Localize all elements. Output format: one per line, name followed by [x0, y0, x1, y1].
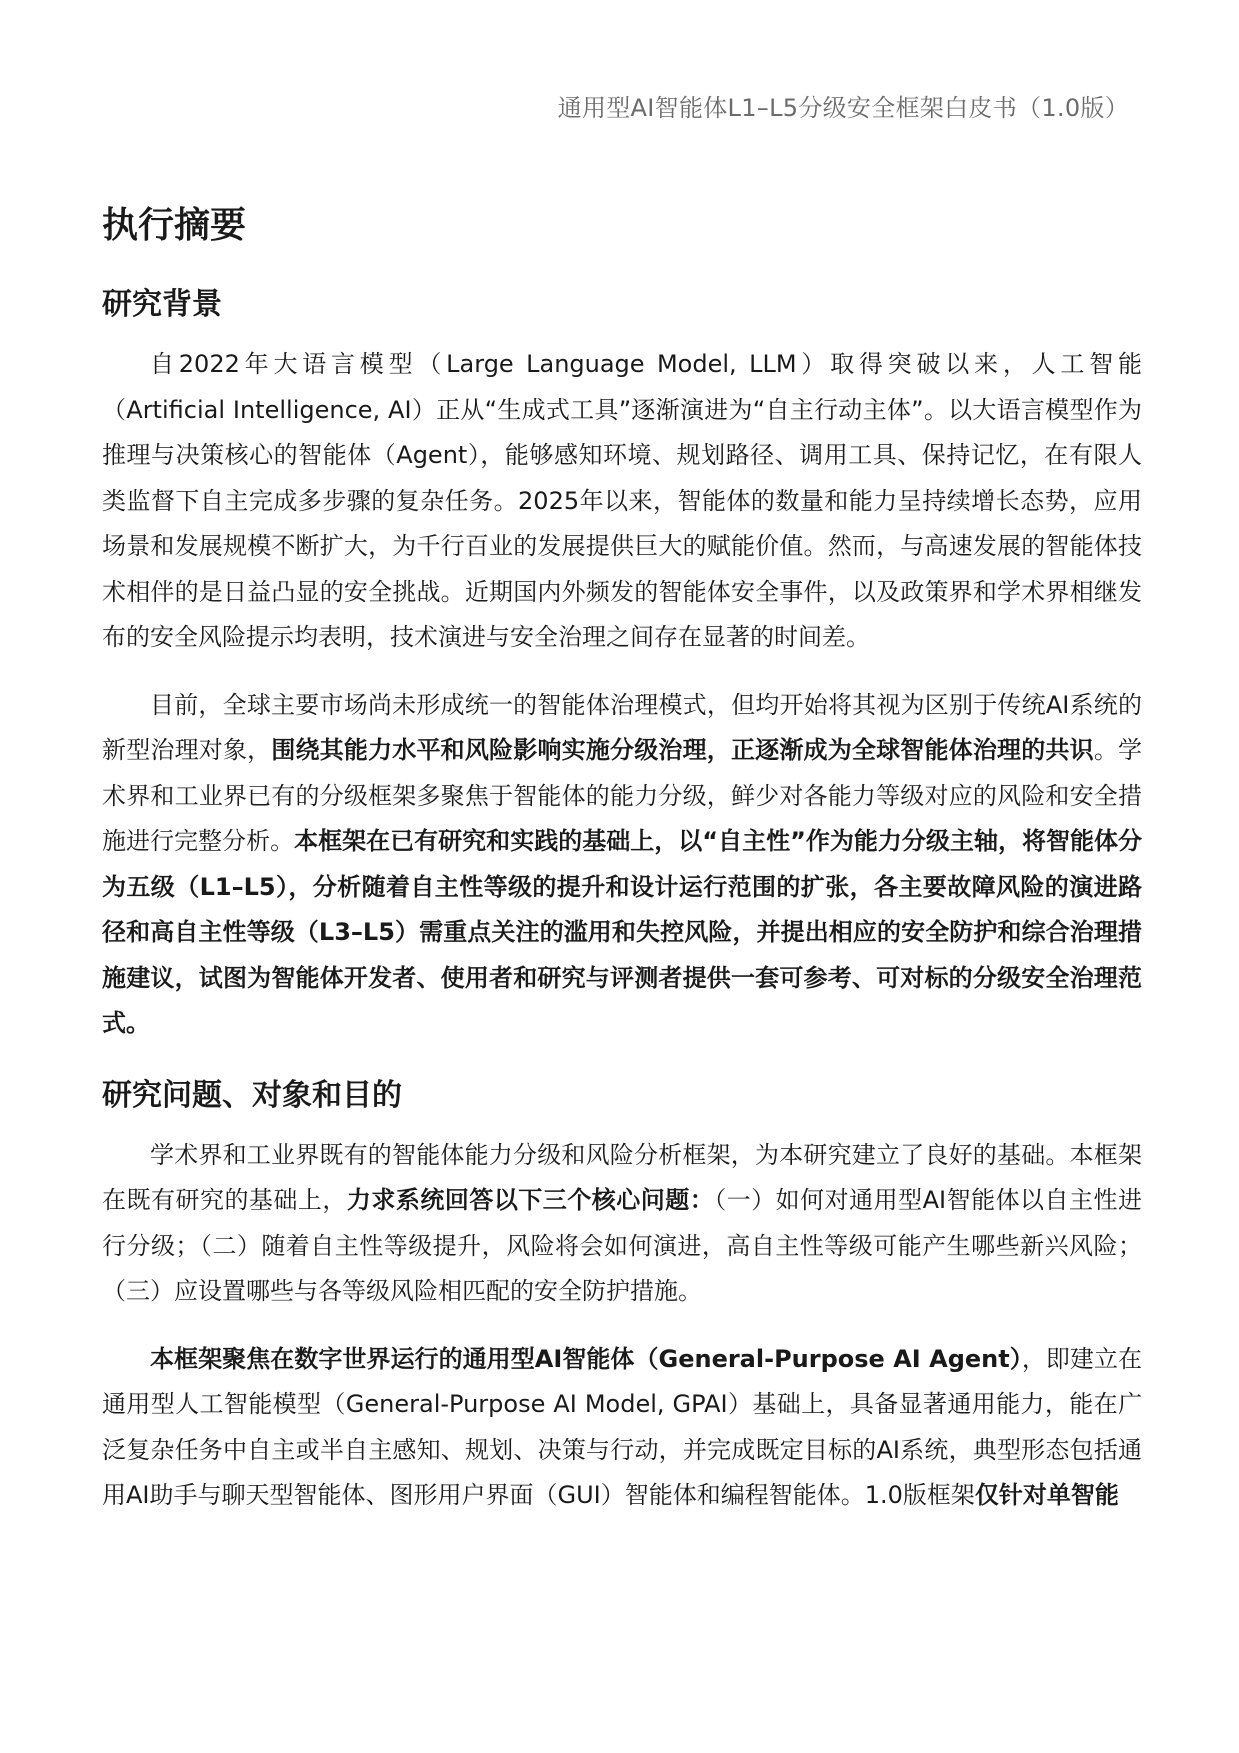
section-background	[102, 282, 1142, 1047]
bold-text-run: 本框架在已有研究和实践的基础上，以“自主性”作为能力分级主轴，将智能体分为五级（L1–L5），分析随着自主性等级的提升和设计运行范围的扩张，各主要故障风险的演进路径和高自主性等级（L3–L5）需重点关注的滥用和失控风险，并提出相应的安全防护和综合治理措施建议，试图为智能体开发者、使用者和研究与评测者提供一套可参考、可对标的分级安全治理范式。	[102, 827, 1143, 1037]
paragraph	[102, 1337, 1142, 1519]
paragraph	[102, 683, 1142, 1047]
text-run: （一）如何对通用型AI智能体以自主性进行分级；（二）随着自主性等级提升，风险将会如何演进，高自主性等级可能产生哪些新兴风险；（三）应设置哪些与各等级风险相匹配的安全防护措施。	[102, 1186, 1143, 1305]
section-questions	[102, 1073, 1142, 1519]
bold-text-run: 本框架聚焦在数字世界运行的通用型AI智能体（General-Purpose AI Agent）	[150, 1344, 1022, 1373]
paragraph	[102, 342, 1142, 661]
text-run: 目前，全球主要市场尚未形成统一的智能体治理模式，但均开始将其视为区别于传统AI系统的新型治理对象，	[102, 690, 1142, 764]
text-run: 自2022年大语言模型（Large Language Model, LLM）取得突破以来，人工智能（Artificial Intelligence, AI）正从“生成式工具”逐渐演进为“自主行动主体”。以大语言模型作为推理与决策核心的智能体（Agent），能够感知环境、规划路径、调用工具、保持记忆，在有限人类监督下自主完成多步骤的复杂任务。2025年以来，智能体的数量和能力呈持续增长态势，应用场景和发展规模不断扩大，为千行百业的发展提供巨大的赋能价值。然而，与高速发展的智能体技术相伴的是日益凸显的安全挑战。近期国内外频发的智能体安全事件，以及政策界和学术界相继发布的安全风险提示均表明，技术演进与安全治理之间存在显著的时间差。	[102, 350, 1142, 651]
bold-text-run: 力求系统回答以下三个核心问题：	[346, 1186, 715, 1214]
text-run: ，即建立在通用型人工智能模型（General-Purpose AI Model, GPAI）基础上，具备显著通用能力，能在广泛复杂任务中自主或半自主感知、规划、决策与行动，并完成既定目标的AI系统，典型形态包括通用AI助手与聊天型智能体、图形用户界面（GUI）智能体和编程智能体。1.0版框架	[102, 1344, 1143, 1509]
text-run: 学术界和工业界既有的智能体能力分级和风险分析框架，为本研究建立了良好的基础。本框架在既有研究的基础上，	[102, 1140, 1142, 1214]
section-heading: 研究背景	[102, 287, 222, 322]
bold-text-run: 仅针对单智能	[974, 1481, 1119, 1509]
page-title: 执行摘要	[102, 205, 247, 246]
bold-text-run: 围绕其能力水平和风险影响实施分级治理，正逐渐成为全球智能体治理的共识	[271, 736, 1094, 764]
running-header: 通用型AI智能体L1–L5分级安全框架白皮书（1.0版）	[557, 94, 1129, 122]
document-body	[102, 200, 1142, 1541]
section-heading: 研究问题、对象和目的	[102, 1077, 402, 1113]
text-run: 。学术界和工业界已有的分级框架多聚焦于智能体的能力分级，鲜少对各能力等级对应的风险和安全措施进行完整分析。	[102, 736, 1143, 855]
paragraph	[102, 1133, 1142, 1315]
